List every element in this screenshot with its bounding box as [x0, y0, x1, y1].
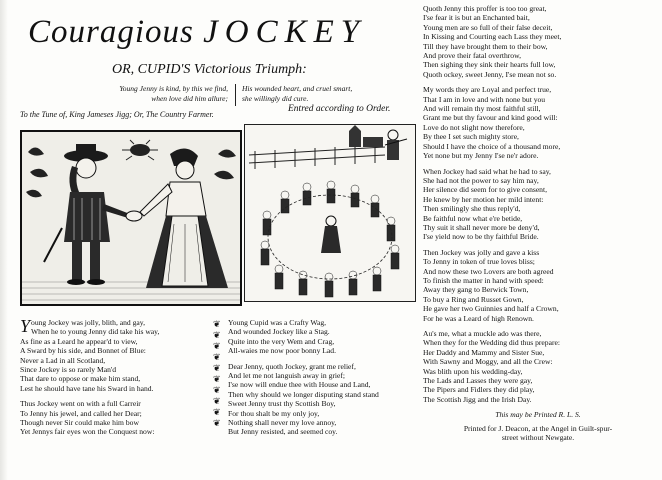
verse-line: Her Daddy and Mammy and Sister Sue,	[423, 347, 545, 357]
verse-line: Yet Jennys fair eyes won the Conquest now:	[20, 427, 155, 437]
verse-line: To Jenny in token of true loves bliss;	[423, 257, 535, 267]
verse-line: And will remain thy most faithful still,	[423, 104, 541, 114]
intro-line: when love did him allure;	[151, 94, 228, 103]
stanza	[423, 329, 653, 404]
verse-line: Yet none but my Jenny I'se ne'r adore.	[423, 151, 539, 161]
verse-line: Till they have brought them to their bow,	[423, 41, 548, 51]
verse-line: That dare to oppose or make him stand,	[20, 374, 141, 384]
page-edge	[0, 0, 8, 480]
verse-column-2	[228, 318, 418, 443]
verse-line: Then smilingly she thus reply'd,	[423, 204, 521, 214]
verse-line: Lest he should have tane his Sward in hand.	[20, 383, 154, 393]
verse-line: Then sighing they sink their hearts full low,	[423, 60, 556, 70]
verse-line: Thus Jockey went on with a full Carreir	[20, 399, 141, 409]
verse-line: Never a Lad in all Scotland,	[20, 355, 106, 365]
verse-line: Love do not slight now therefore,	[423, 122, 525, 132]
title-name: JOCKEY	[203, 14, 367, 50]
verse-line: To finish the matter in hand with speed:	[423, 275, 544, 285]
verse-line: She had not the power to say him nay,	[423, 175, 539, 185]
verse-line: Quoth Jenny this proffer is too too great,	[423, 4, 547, 13]
verse-line: And prove their fatal overthrow,	[423, 51, 521, 61]
ornament-column	[213, 319, 223, 429]
fleuron-icon: ❦	[213, 319, 221, 329]
verse-line: As fine as a Leard he appear'd to view,	[20, 336, 138, 346]
fleuron-icon: ❦	[213, 407, 221, 417]
tune-line: To the Tune of, King Jameses Jigg; Or, The Country Farmer.	[20, 110, 214, 119]
stanza	[20, 318, 210, 393]
intro-verse-left	[100, 84, 228, 104]
verse-column-1	[20, 318, 210, 443]
imprint-line: street without Newgate.	[501, 433, 575, 443]
verse-line: Though never Sir could make him bow	[20, 418, 139, 428]
verse-line: All-waies me now poor bonny Lad.	[228, 346, 336, 356]
verse-line: But Jenny resisted, and seemed coy.	[228, 427, 338, 437]
woodcut-dance-drawing	[245, 125, 415, 301]
verse-line: I'se fear it is but an Enchanted bait,	[423, 13, 530, 23]
intro-divider	[235, 84, 236, 106]
verse-line: Away they gang to Berwick Town,	[423, 285, 529, 295]
stanza	[423, 4, 653, 79]
fleuron-icon: ❦	[213, 341, 221, 351]
verse-line: And let me not languish away in grief;	[228, 371, 346, 381]
verse-line: That I am in love and with none but you	[423, 94, 546, 104]
fleuron-icon: ❦	[213, 374, 221, 384]
verse-line: For thou shalt be my only joy,	[228, 408, 320, 418]
stanza	[423, 85, 653, 160]
woodcut-couple-image	[20, 130, 242, 306]
verse-line: Thy suit it shall never more be deny'd,	[423, 222, 540, 232]
entred-note: Entred according to Order.	[288, 104, 391, 114]
stanza	[228, 362, 418, 437]
intro-line: she willingly did cure.	[242, 94, 309, 103]
verse-line: Should I have the choice of a thousand more,	[423, 141, 561, 151]
verse-line: And wounded Jockey like a Stag.	[228, 327, 330, 337]
imprint	[423, 424, 653, 443]
verse-line: To Jenny his jewel, and called her Dear;	[20, 408, 142, 418]
fleuron-icon: ❦	[213, 363, 221, 373]
fleuron-icon: ❦	[213, 385, 221, 395]
stanza	[423, 248, 653, 323]
woodcut-couple-drawing	[22, 132, 240, 304]
verse-line: When he to young Jenny did take his way,	[31, 327, 160, 337]
verse-line: I'se yield now to be thy faithful Bride.	[423, 232, 539, 242]
verse-line: Nothing shall never my love annoy,	[228, 418, 337, 428]
drop-cap: Y	[20, 316, 31, 336]
verse-line: Sweet Jenny trust thy Scottish Boy,	[228, 399, 336, 409]
verse-line: And now these two Lovers are both agreed	[423, 266, 554, 276]
verse-line: The Lads and Lasses they were gay,	[423, 376, 533, 386]
verse-line: My words they are Loyal and perfect true,	[423, 85, 552, 95]
verse-line: Then why should we longer disputing stand stand	[228, 389, 379, 399]
intro-line: Young Jenny is kind, by this we find,	[119, 84, 228, 93]
verse-line: By thee I set such mighty store,	[423, 132, 519, 142]
stanza	[423, 167, 653, 242]
verse-line: Her silence did seem for to give consent,	[423, 185, 547, 195]
verse-line: With Sawny and Moggy, and all the Crew:	[423, 357, 553, 367]
verse-line: Quite into the very Wem and Crag,	[228, 336, 335, 346]
verse-line: He gave her two Guinnies and half a Crown,	[423, 304, 559, 314]
verse-line: Was blith upon his wedding-day,	[423, 366, 523, 376]
fleuron-icon: ❦	[213, 396, 221, 406]
verse-line: In Kissing and Courting each Lass they meet,	[423, 32, 562, 42]
verse-line: When they for the Wedding did thus prepare:	[423, 338, 560, 348]
woodcut-dance-image	[244, 124, 416, 302]
verse-line: A Sward by his side, and Bonnet of Blue:	[20, 346, 146, 356]
verse-column-3	[423, 4, 653, 442]
verse-line: Au's me, what a muckle ado was there,	[423, 329, 542, 338]
verse-line: Grant me but thy favour and kind good will:	[423, 113, 558, 123]
verse-line: Be faithful now what e're betide,	[423, 213, 523, 223]
verse-line: To buy a Ring and Russet Gown,	[423, 294, 524, 304]
intro-line: His wounded heart, and cruel smart,	[242, 84, 353, 93]
verse-line: Young Cupid was a Crafty Wag,	[228, 318, 327, 327]
intro-verse-right	[242, 84, 382, 104]
stanza	[228, 318, 418, 356]
fleuron-icon: ❦	[213, 418, 221, 428]
verse-line: Quoth ockey, sweet Jenny, I'se mean not so.	[423, 69, 557, 79]
verse-line: I'se now will endue thee with House and Land,	[228, 380, 371, 390]
verse-text: oung Jockey was jolly, blith, and gay,	[31, 318, 145, 327]
verse-line: Since Jockey is so rarely Man'd	[20, 365, 117, 375]
license-line: This may be Printed R. L. S.	[495, 410, 581, 420]
stanza	[20, 399, 210, 437]
verse-line: Dear Jenny, quoth Jockey, grant me relief,	[228, 361, 356, 371]
fleuron-icon: ❦	[213, 352, 221, 362]
verse-line: Then Jockey was jolly and gave a kiss	[423, 247, 540, 257]
imprint-line: Printed for J. Deacon, at the Angel in Guilt-spur-	[463, 423, 613, 433]
verse-line: Young men are so full of their false deceit,	[423, 22, 553, 32]
verse-line: The Scottish Jigg and the Irish Day.	[423, 394, 532, 404]
verse-line: When Jockey had said what he had to say,	[423, 166, 551, 176]
ballad-title	[28, 14, 366, 51]
verse-line: For he was a Leard of high Renown.	[423, 313, 534, 323]
ballad-subtitle: OR, CUPID'S Victorious Triumph:	[112, 62, 307, 77]
verse-line: The Pipers and Fidlers they did play,	[423, 385, 535, 395]
title-prefix: Couragious	[28, 14, 194, 50]
fleuron-icon: ❦	[213, 330, 221, 340]
verse-line: He knew by her motion her mild intent:	[423, 194, 544, 204]
